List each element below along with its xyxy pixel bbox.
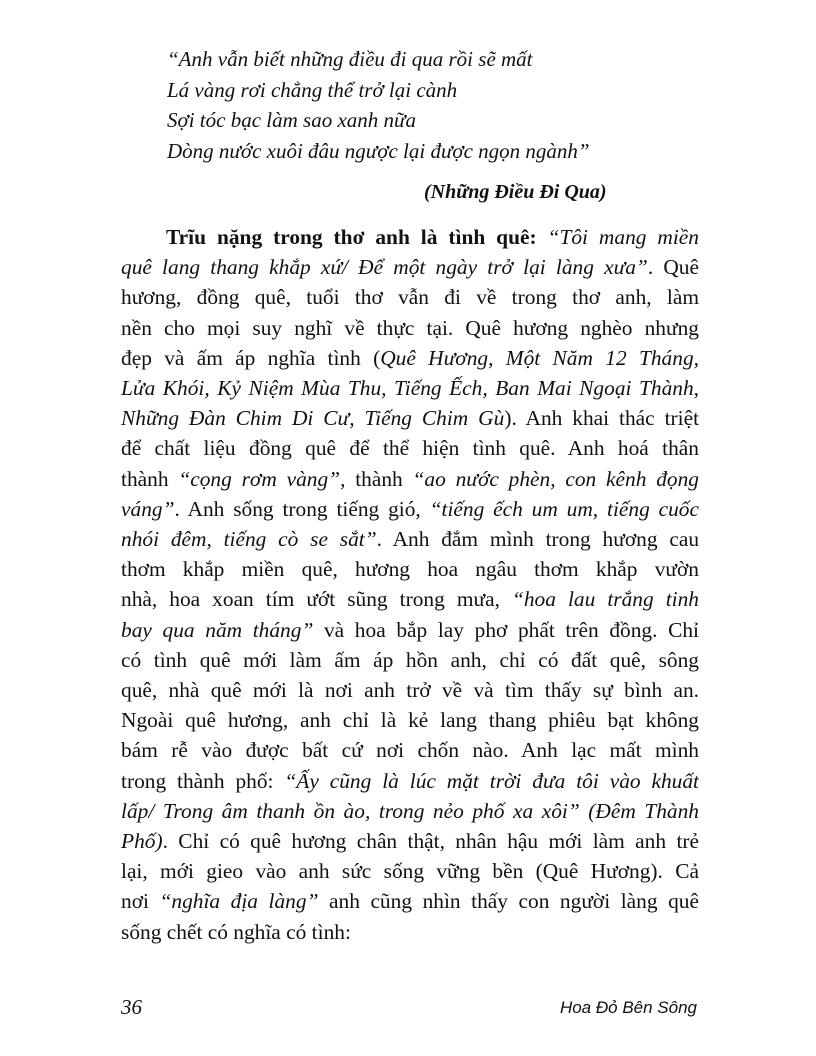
text-line: hương, đồng quê, tuổi thơ vẫn đi về trong thơ anh, làm [121, 285, 699, 310]
text-run: ). Anh khai thác triệt [504, 406, 699, 431]
text-line [121, 464, 699, 494]
poem-line: “Anh vẫn biết những điều đi qua rồi sẽ mất [167, 47, 533, 71]
text-line: có tình quê mới làm ấm áp hồn anh, chỉ có đất quê, sông [121, 647, 699, 672]
poem-quote [167, 44, 727, 166]
text-run: bay qua năm tháng” [121, 617, 314, 642]
text-run: . Chỉ có quê hương chân thật, nhân hậu mới làm anh trẻ [162, 829, 699, 854]
text-line: thơm khắp miền quê, hương hoa ngâu thơm khắp vườn [121, 557, 699, 582]
text-run: . Quê [647, 255, 699, 280]
text-run: “ao nước phèn, con kênh đọng [412, 466, 699, 491]
poem-line: Dòng nước xuôi đâu ngược lại được ngọn ngành” [167, 138, 590, 163]
text-line [121, 584, 699, 614]
text-run: “hoa lau trắng tinh [511, 587, 699, 612]
text-line: nền cho mọi suy nghĩ về thực tại. Quê hương nghèo nhưng [121, 315, 699, 340]
text-line: sống chết có nghĩa có tình: [121, 919, 351, 944]
text-run: trong thành phố: [121, 768, 285, 793]
text-line: lại, mới gieo vào anh sức sống vững bền (Quê Hương). Cả [121, 859, 699, 884]
text-line: lấp/ Trong âm thanh ồn ào, trong nẻo phố xa xôi” (Đêm Thành [121, 798, 699, 823]
text-run: . Anh đắm mình trong hương cau [376, 527, 699, 552]
poem-source: (Những Điều Đi Qua) [424, 181, 607, 203]
text-run: , thành [340, 466, 413, 491]
text-line [121, 494, 699, 524]
poem-line: Lá vàng rơi chẳng thể trở lại cành [167, 77, 458, 102]
text-line [121, 826, 699, 856]
text-run: nhói đêm, tiếng cò se sắt” [121, 527, 377, 552]
body-paragraph [121, 222, 699, 947]
text-line: bám rễ vào được bất cứ nơi chốn nào. Anh lạc mất mình [121, 738, 699, 763]
text-run: thành [121, 466, 179, 491]
text-run: Quê Hương, Một Năm 12 Tháng, [380, 345, 699, 370]
text-run: “Tôi mang miền [547, 225, 699, 249]
text-run: “Ấy cũng là lúc mặt trời đưa tôi vào khuất [284, 768, 699, 793]
text-line [121, 222, 699, 252]
text-run: Những Đàn Chim Di Cư, Tiếng Chim Gù [121, 406, 505, 431]
text-run: nơi [121, 889, 160, 914]
text-line [121, 252, 699, 282]
running-title: Hoa Đỏ Bên Sông [559, 998, 697, 1017]
text-run: anh cũng nhìn thấy con người làng quê [318, 889, 699, 914]
text-run: Trĩu nặng trong thơ anh là tình quê: [166, 225, 548, 249]
text-run: “nghĩa địa làng” [159, 889, 319, 914]
text-line [121, 886, 699, 916]
text-line: để chất liệu đồng quê để thể hiện tình quê. Anh hoá thân [121, 436, 699, 461]
text-run: “cọng rơm vàng” [178, 466, 341, 491]
text-line [121, 766, 699, 796]
text-run: quê lang thang khắp xứ/ Để một ngày trở lại làng xưa” [121, 255, 648, 280]
text-line [121, 615, 699, 645]
text-line: Ngoài quê hương, anh chỉ là kẻ lang thang phiêu bạt không [121, 708, 699, 733]
text-run: Phố) [121, 829, 163, 854]
poem-line: Sợi tóc bạc làm sao xanh nữa [167, 108, 416, 132]
text-line [121, 524, 699, 554]
text-run: và hoa bắp lay phơ phất trên đồng. Chỉ [313, 617, 699, 642]
text-run: nhà, hoa xoan tím ướt sũng trong mưa, [121, 587, 512, 612]
text-run: váng” [121, 496, 175, 521]
page-number: 36 [121, 995, 142, 1019]
text-line [121, 343, 699, 373]
text-line: Lửa Khói, Kỷ Niệm Mùa Thu, Tiếng Ếch, Ban Mai Ngoại Thành, [121, 376, 699, 401]
text-run: đẹp và ấm áp nghĩa tình ( [121, 345, 381, 370]
text-run: . Anh sống trong tiếng gió, [174, 496, 430, 521]
text-run: “tiếng ếch um um, tiếng cuốc [429, 496, 699, 521]
text-line [121, 403, 699, 433]
text-line: quê, nhà quê mới là nơi anh trở về và tìm thấy sự bình an. [121, 678, 699, 703]
